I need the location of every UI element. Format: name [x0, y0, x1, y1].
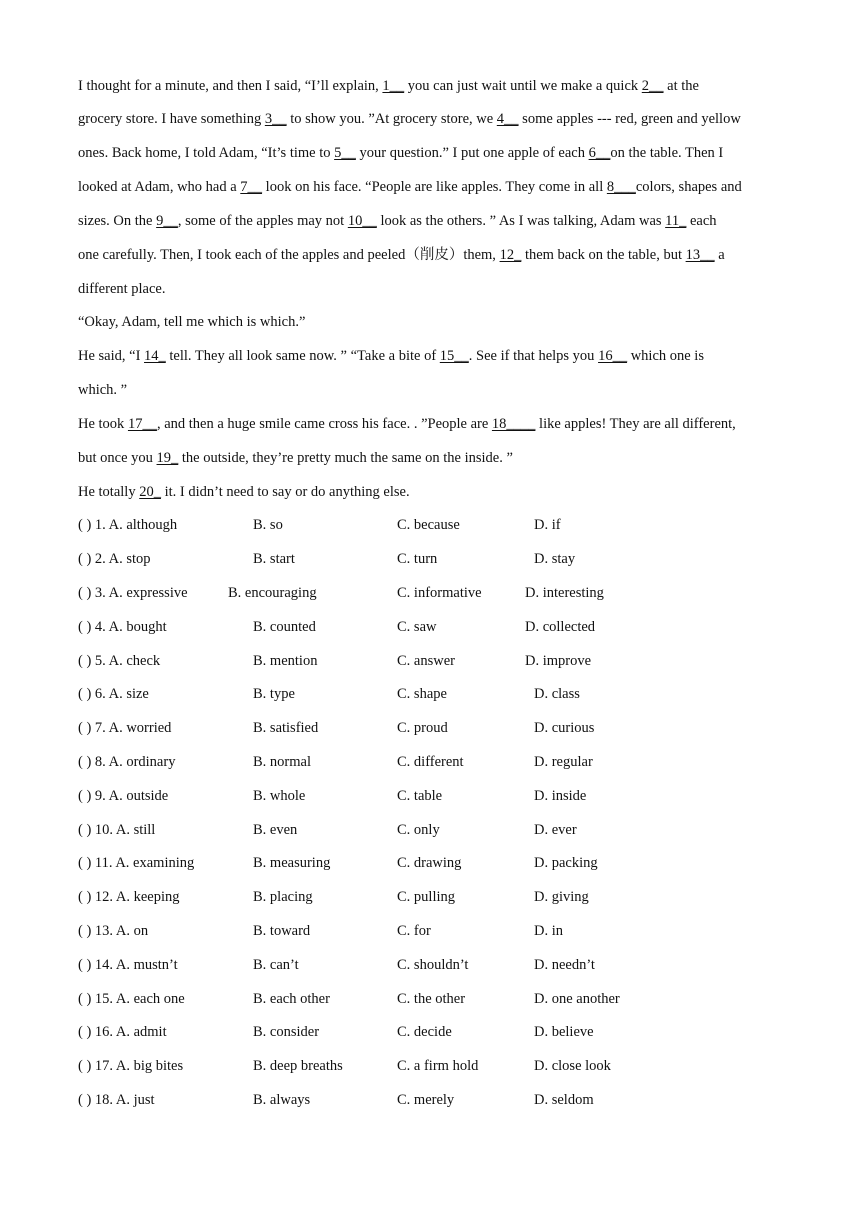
- blank-3: 3__: [264, 111, 287, 127]
- blank-13: 13__: [685, 247, 715, 263]
- text: a: [714, 247, 725, 263]
- passage-line-9: [78, 346, 704, 366]
- passage-line-1: [78, 76, 699, 96]
- text: looked at Adam, who had a: [78, 179, 241, 195]
- option-b: B. whole: [253, 788, 306, 804]
- option-row-11: [78, 853, 794, 873]
- option-c: C. pulling: [397, 889, 456, 905]
- text: colors, shapes and: [635, 179, 742, 195]
- text: ones. Back home, I told Adam, “It’s time to: [78, 145, 335, 161]
- text: I thought for a minute, and then I said, “I’ll explain,: [78, 78, 383, 94]
- passage-line-13: [78, 482, 410, 502]
- passage-line-5: [78, 211, 717, 231]
- option-d: D. regular: [534, 754, 593, 770]
- option-row-16: [78, 1022, 794, 1042]
- option-row-14: [78, 955, 794, 975]
- option-d: D. needn’t: [534, 957, 595, 973]
- option-d: D. inside: [534, 788, 587, 804]
- question-number: ( ) 7. A. worried: [78, 720, 172, 736]
- text: it. I didn’t need to say or do anything else.: [160, 484, 410, 500]
- text: , some of the apples may not: [177, 213, 348, 229]
- question-number: ( ) 5. A. check: [78, 653, 161, 669]
- option-c: C. merely: [397, 1092, 455, 1108]
- option-c: C. turn: [397, 551, 438, 567]
- option-d: D. if: [534, 517, 561, 533]
- question-number: ( ) 16. A. admit: [78, 1024, 167, 1040]
- text: on the table. Then I: [610, 145, 724, 161]
- question-number: ( ) 10. A. still: [78, 822, 156, 838]
- option-row-12: [78, 887, 794, 907]
- option-d: D. class: [534, 686, 580, 702]
- text: . See if that helps you: [468, 348, 599, 364]
- option-b: B. mention: [253, 653, 318, 669]
- question-number: ( ) 8. A. ordinary: [78, 754, 176, 770]
- option-b: B. can’t: [253, 957, 299, 973]
- option-b: B. deep breaths: [253, 1058, 343, 1074]
- option-row-15: [78, 989, 794, 1009]
- text: look as the others. ” As I was talking, Adam was: [376, 213, 666, 229]
- text: look on his face. “People are like apples. They come in all: [262, 179, 607, 195]
- text: but once you: [78, 450, 157, 466]
- option-b: B. type: [253, 686, 295, 702]
- option-d: D. interesting: [525, 585, 604, 601]
- text: some apples --- red, green and yellow: [518, 111, 741, 127]
- blank-9: 9__: [156, 213, 178, 229]
- option-d: D. one another: [534, 991, 620, 1007]
- blank-1: 1__: [382, 78, 405, 94]
- question-number: ( ) 1. A. although: [78, 517, 178, 533]
- option-c: C. informative: [397, 585, 482, 601]
- blank-15: 15__: [439, 348, 469, 364]
- question-number: ( ) 4. A. bought: [78, 619, 167, 635]
- option-d: D. giving: [534, 889, 589, 905]
- option-b: B. each other: [253, 991, 330, 1007]
- option-row-5: [78, 651, 794, 671]
- text: He totally: [78, 484, 140, 500]
- option-b: B. satisfied: [253, 720, 319, 736]
- text: tell. They all look same now. ” “Take a bite of: [165, 348, 440, 364]
- option-c: C. only: [397, 822, 440, 838]
- option-b: B. measuring: [253, 855, 331, 871]
- option-row-17: [78, 1056, 794, 1076]
- option-b: B. normal: [253, 754, 311, 770]
- blank-10: 10__: [347, 213, 377, 229]
- option-b: B. counted: [253, 619, 316, 635]
- option-d: D. curious: [534, 720, 595, 736]
- option-c: C. different: [397, 754, 464, 770]
- passage-line-12: [78, 448, 513, 468]
- option-d: D. packing: [534, 855, 598, 871]
- blank-7: 7__: [240, 179, 263, 195]
- option-b: B. placing: [253, 889, 313, 905]
- option-row-18: [78, 1090, 794, 1110]
- option-b: B. always: [253, 1092, 311, 1108]
- option-b: B. toward: [253, 923, 311, 939]
- blank-8: 8___: [606, 179, 636, 195]
- question-number: ( ) 12. A. keeping: [78, 889, 180, 905]
- option-d: D. stay: [534, 551, 576, 567]
- passage-line-10: which. ”: [78, 382, 128, 398]
- option-c: C. shouldn’t: [397, 957, 469, 973]
- text: which one is: [627, 348, 704, 364]
- option-c: C. table: [397, 788, 443, 804]
- option-row-9: [78, 786, 794, 806]
- option-row-1: [78, 515, 794, 535]
- text: to show you. ”At grocery store, we: [286, 111, 497, 127]
- question-number: ( ) 11. A. examining: [78, 855, 195, 871]
- question-number: ( ) 15. A. each one: [78, 991, 185, 1007]
- option-d: D. improve: [525, 653, 592, 669]
- blank-20: 20_: [139, 484, 161, 500]
- blank-16: 16__: [598, 348, 628, 364]
- option-c: C. answer: [397, 653, 455, 669]
- option-c: C. decide: [397, 1024, 452, 1040]
- text: your question.” I put one apple of each: [355, 145, 589, 161]
- option-row-3: [78, 583, 794, 603]
- passage-line-7: different place.: [78, 281, 166, 297]
- text: like apples! They are all different,: [535, 416, 736, 432]
- text: He took: [78, 416, 128, 432]
- text: grocery store. I have something: [78, 111, 265, 127]
- question-number: ( ) 14. A. mustn’t: [78, 957, 178, 973]
- question-number: ( ) 3. A. expressive: [78, 585, 188, 601]
- question-number: ( ) 6. A. size: [78, 686, 149, 702]
- option-c: C. drawing: [397, 855, 462, 871]
- option-c: C. shape: [397, 686, 447, 702]
- blank-6: 6__: [588, 145, 611, 161]
- blank-18: 18____: [491, 416, 536, 432]
- blank-19: 19_: [156, 450, 179, 466]
- option-b: B. start: [253, 551, 295, 567]
- text: sizes. On the: [78, 213, 157, 229]
- option-row-10: [78, 820, 794, 840]
- blank-4: 4__: [496, 111, 519, 127]
- option-d: D. believe: [534, 1024, 594, 1040]
- option-d: D. collected: [525, 619, 596, 635]
- blank-17: 17__: [127, 416, 157, 432]
- blank-2: 2__: [641, 78, 664, 94]
- blank-14: 14_: [144, 348, 166, 364]
- option-d: D. in: [534, 923, 563, 939]
- option-row-2: [78, 549, 794, 569]
- option-row-4: [78, 617, 794, 637]
- option-c: C. saw: [397, 619, 437, 635]
- option-c: C. a firm hold: [397, 1058, 479, 1074]
- text: , and then a huge smile came cross his face. . ”People are: [156, 416, 492, 432]
- text: one carefully. Then, I took each of the apples and peeled（削皮）them,: [78, 247, 500, 263]
- passage-line-8: “Okay, Adam, tell me which is which.”: [78, 314, 306, 330]
- passage-line-2: [78, 109, 741, 129]
- passage-line-6: [78, 245, 725, 265]
- option-c: C. the other: [397, 991, 466, 1007]
- text: each: [686, 213, 717, 229]
- option-d: D. seldom: [534, 1092, 594, 1108]
- question-number: ( ) 13. A. on: [78, 923, 149, 939]
- question-number: ( ) 9. A. outside: [78, 788, 169, 804]
- option-b: B. encouraging: [228, 585, 317, 601]
- question-number: ( ) 2. A. stop: [78, 551, 151, 567]
- option-c: C. because: [397, 517, 460, 533]
- text: He said, “I: [78, 348, 145, 364]
- text: the outside, they’re pretty much the same on the inside. ”: [178, 450, 513, 466]
- option-d: D. ever: [534, 822, 577, 838]
- text: them back on the table, but: [521, 247, 686, 263]
- passage-line-3: [78, 143, 723, 163]
- blank-5: 5__: [334, 145, 356, 161]
- option-b: B. consider: [253, 1024, 320, 1040]
- blank-12: 12_: [499, 247, 522, 263]
- option-b: B. even: [253, 822, 298, 838]
- option-row-6: [78, 684, 794, 704]
- question-number: ( ) 17. A. big bites: [78, 1058, 184, 1074]
- question-number: ( ) 18. A. just: [78, 1092, 155, 1108]
- option-c: C. proud: [397, 720, 448, 736]
- text: you can just wait until we make a quick: [404, 78, 642, 94]
- option-row-13: [78, 921, 794, 941]
- passage-line-11: [78, 414, 736, 434]
- option-row-7: [78, 718, 794, 738]
- passage-line-4: [78, 177, 742, 197]
- text: at the: [663, 78, 699, 94]
- option-d: D. close look: [534, 1058, 611, 1074]
- option-row-8: [78, 752, 794, 772]
- blank-11: 11_: [665, 213, 687, 229]
- option-c: C. for: [397, 923, 431, 939]
- option-b: B. so: [253, 517, 283, 533]
